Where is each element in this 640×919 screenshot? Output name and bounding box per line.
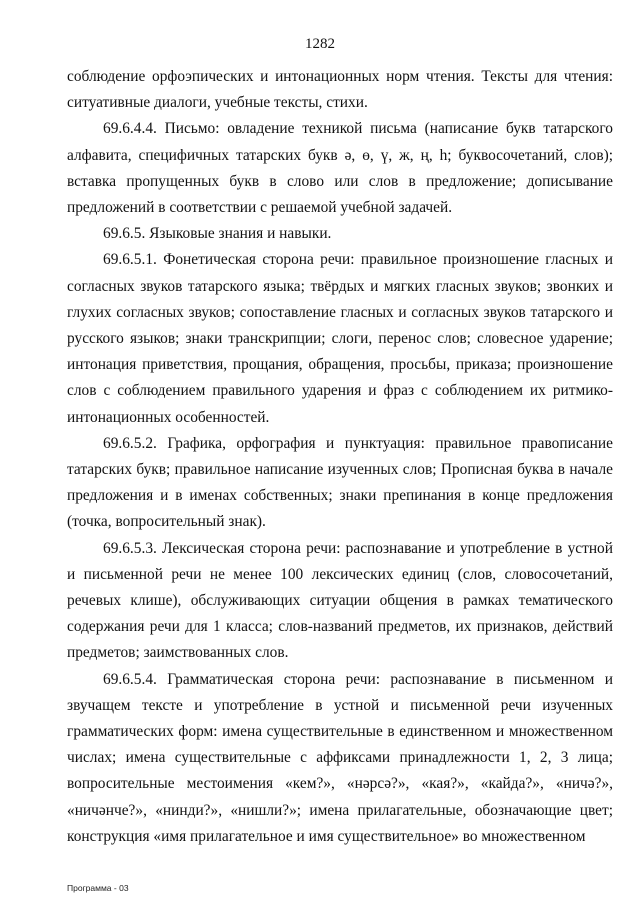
- page-number: 1282: [305, 36, 335, 52]
- paragraph: соблюдение орфоэпических и интонационных норм чтения. Тексты для чтения: ситуативные диалоги, учебные тексты, стихи.: [67, 68, 613, 112]
- paragraph: 69.6.5.4. Грамматическая сторона речи: распознавание в письменном и звучащем тексте и употребление в устной и письменной речи изученных грамматических форм: имена существительные в единственном и множественном числах; имена существительные с аффиксами принадлежности 1, 2, 3 лица; вопросительные местоимения «кем?», «нәрсә?», «кая?», «кайда?», «ничә?», «ничәнче?», «нинди?», «нишли?»; имена прилагательные, обозначающие цвет; конструкция «имя прилагательное и имя существительное» во множественном: [67, 670, 613, 845]
- paragraph: 69.6.5.3. Лексическая сторона речи: распознавание и употребление в устной и письменной речи не менее 100 лексических единиц (слов, словосочетаний, речевых клише), обслуживающих ситуации общения в рамках тематического содержания речи для 1 класса; слов-названий предметов, их признаков, действий предметов; заимствованных слов.: [67, 539, 613, 662]
- paragraph: 69.6.5.1. Фонетическая сторона речи: правильное произношение гласных и согласных звуков татарского языка; твёрдых и мягких гласных звуков; звонких и глухих согласных звуков; сопоставление гласных и согласных звуков татарского и русского языков; знаки транскрипции; слоги, перенос слов; словесное ударение; интонация приветствия, прощания, обращения, просьбы, приказа; произношение слов с соблюдением правильного ударения и фраз с соблюдением их ритмико-интонационных особенностей.: [67, 251, 613, 426]
- document-body: [67, 64, 613, 850]
- paragraph: 69.6.5. Языковые знания и навыки.: [103, 225, 332, 243]
- paragraph: 69.6.4.4. Письмо: овладение техникой письма (написание букв татарского алфавита, специфичных татарских букв ә, ө, ү, ж, ң, һ; буквосочетаний, слов); вставка пропущенных букв в слово или слов в предложение; дописывание предложений в соответствии с решаемой учебной задачей.: [67, 120, 613, 217]
- paragraph: 69.6.5.2. Графика, орфография и пунктуация: правильное правописание татарских букв; правильное написание изученных слов; Прописная буква в начале предложения и в именах собственных; знаки препинания в конце предложения (точка, вопросительный знак).: [67, 434, 613, 531]
- footer-note: Программа - 03: [67, 883, 129, 893]
